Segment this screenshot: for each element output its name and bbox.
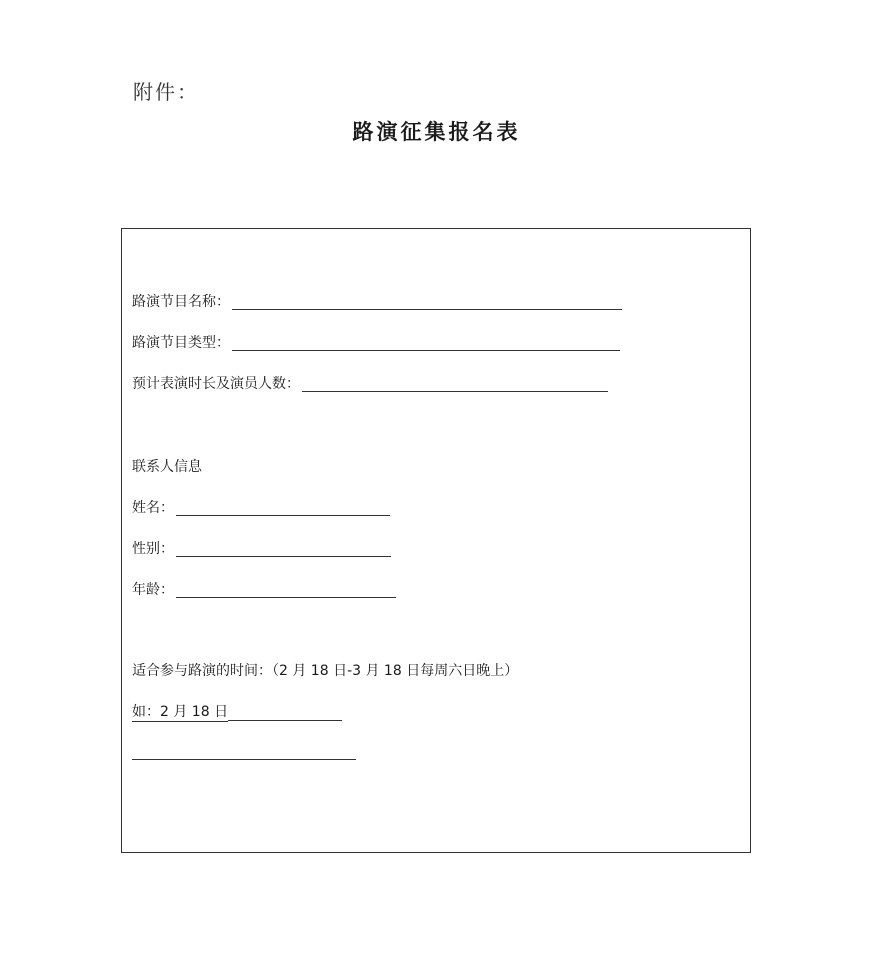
example-row <box>132 702 342 722</box>
age-row <box>132 579 396 599</box>
duration-row <box>132 373 608 393</box>
name-label: 姓名： <box>132 500 174 516</box>
attachment-label: 附件： <box>133 80 199 104</box>
gender-label: 性别： <box>132 541 174 557</box>
age-field[interactable] <box>176 581 396 598</box>
program-type-label: 路演节目类型： <box>132 335 230 351</box>
example-text: 如：2 月 18 日 <box>132 704 229 720</box>
contact-heading: 联系人信息 <box>132 459 202 475</box>
time-label: 适合参与路演的时间：（2 月 18 日-3 月 18 日每周六日晚上） <box>132 663 519 679</box>
program-type-field[interactable] <box>232 334 620 351</box>
duration-label: 预计表演时长及演员人数： <box>132 376 300 392</box>
age-label: 年龄： <box>132 582 174 598</box>
name-row <box>132 497 390 517</box>
program-name-row <box>132 291 622 311</box>
name-field[interactable] <box>176 499 390 516</box>
program-type-row <box>132 332 620 352</box>
gender-row <box>132 538 391 558</box>
registration-form <box>121 228 751 853</box>
time-row <box>132 660 518 680</box>
extra-time-field[interactable] <box>132 759 356 760</box>
program-name-field[interactable] <box>232 293 622 310</box>
duration-field[interactable] <box>302 375 608 392</box>
contact-heading-row <box>132 456 202 476</box>
document-title: 路演征集报名表 <box>352 120 521 144</box>
time-field[interactable] <box>228 704 342 721</box>
gender-field[interactable] <box>176 540 391 557</box>
program-name-label: 路演节目名称： <box>132 294 230 310</box>
